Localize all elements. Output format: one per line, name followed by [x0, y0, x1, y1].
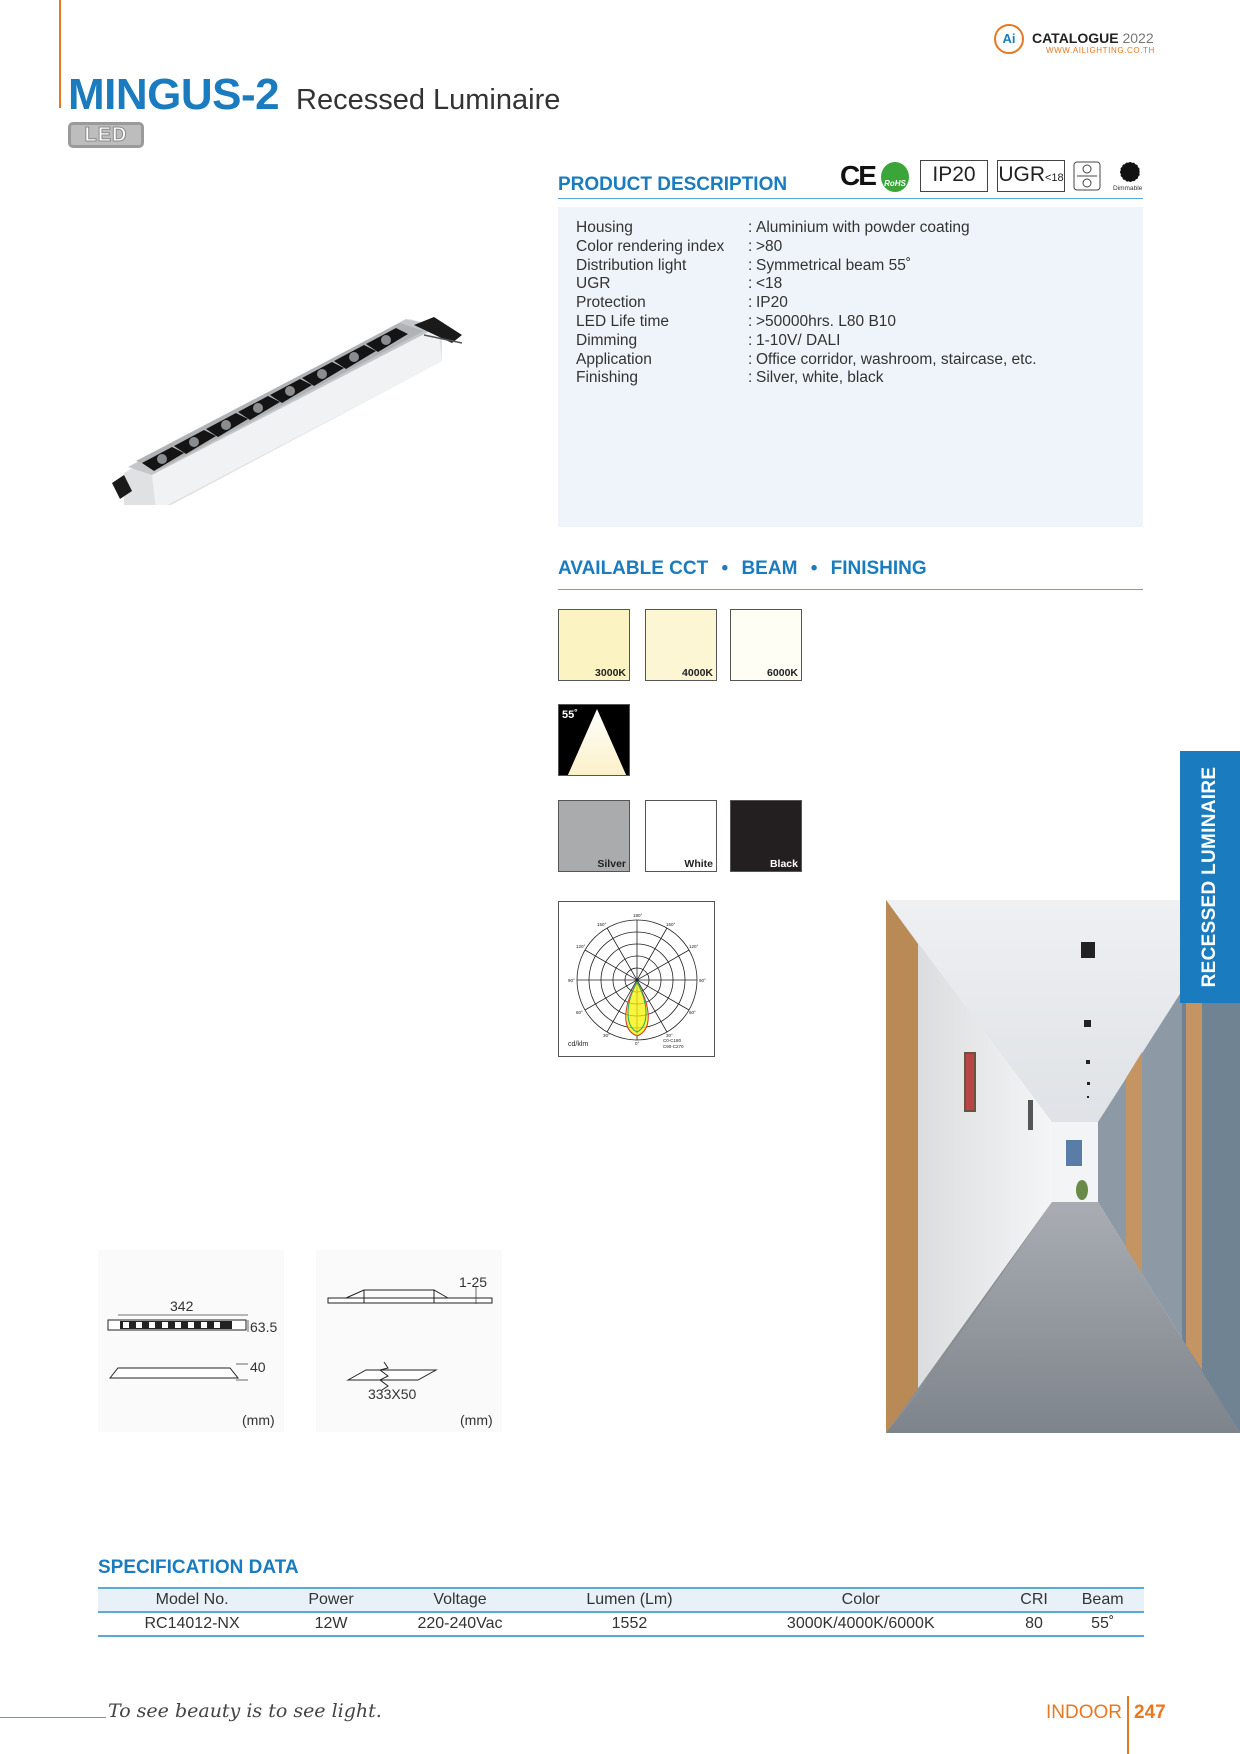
description-separator: :: [748, 312, 753, 330]
dim-height: 40: [250, 1359, 266, 1375]
footer-tagline: To see beauty is to see light.: [108, 1700, 382, 1722]
description-value: Office corridor, washroom, staircase, etc.: [756, 350, 1037, 368]
description-table: [576, 219, 1037, 388]
description-row: [576, 369, 1037, 388]
description-value: Aluminium with powder coating: [756, 219, 970, 236]
finish-swatch: [558, 800, 630, 872]
footer-page-divider: [1127, 1696, 1129, 1754]
polar-angle-label: 180°: [633, 913, 643, 918]
description-row: [576, 313, 1037, 332]
polar-angle-label: 120°: [576, 944, 586, 949]
description-row: [576, 219, 1037, 238]
cct-swatch: [645, 609, 717, 681]
spec-cell-lumen: 1552: [611, 1615, 648, 1632]
description-value: >50000hrs. L80 B10: [756, 312, 897, 330]
catalogue-year: 2022: [1122, 30, 1154, 46]
spec-cell-power: 12W: [314, 1615, 348, 1632]
description-label: Color rendering index: [576, 237, 725, 255]
spec-cell-model: RC14012-NX: [144, 1615, 240, 1632]
dimension-drawing-front: [98, 1250, 284, 1432]
bullet-separator: •: [721, 558, 729, 579]
description-value: Silver, white, black: [756, 369, 884, 387]
catalogue-url[interactable]: WWW.AILIGHTING.CO.TH: [1046, 46, 1155, 55]
description-value: <18: [756, 275, 783, 293]
spec-cell-voltage: 220-240Vac: [417, 1615, 503, 1632]
available-cct-label: AVAILABLE CCT: [558, 558, 709, 579]
polar-legend-c0: C0-C180: [663, 1038, 682, 1043]
cct-swatch: [730, 609, 802, 681]
dim-width: 63.5: [250, 1319, 278, 1335]
polar-angle-label: 120°: [689, 944, 699, 949]
ip20-badge: IP20: [920, 160, 988, 192]
polar-unit: cd/klm: [568, 1041, 589, 1048]
product-name: MINGUS-2: [68, 70, 280, 119]
cct-swatch-label: 4000K: [682, 667, 713, 679]
polar-angle-label: 30°: [666, 1033, 673, 1038]
spec-col-color: Color: [841, 1591, 880, 1608]
polar-legend-c90: C90-C270: [663, 1044, 684, 1049]
description-label: Protection: [576, 294, 646, 312]
description-row: [576, 238, 1037, 257]
description-row: [576, 351, 1037, 370]
description-label: Dimming: [576, 331, 638, 349]
description-separator: :: [748, 331, 753, 349]
description-label: Housing: [576, 219, 633, 236]
description-label: LED Life time: [576, 312, 670, 330]
description-value: Symmetrical beam 55˚: [756, 256, 912, 274]
polar-angle-label: 60°: [576, 1010, 583, 1015]
finish-swatch: [730, 800, 802, 872]
finish-swatch-label: Silver: [597, 858, 626, 870]
spec-header-row: [98, 1588, 1144, 1612]
polar-angle-label: 150°: [597, 922, 607, 927]
catalogue-title-text: CATALOGUE: [1032, 30, 1119, 46]
beam-swatch: [558, 704, 630, 776]
ce-icon: CE: [840, 160, 875, 191]
spec-col-cri: CRI: [1020, 1591, 1048, 1608]
spec-table: [98, 1587, 1144, 1637]
available-finishing-label: FINISHING: [830, 558, 927, 579]
polar-angle-label: 60°: [689, 1010, 696, 1015]
category-side-tab[interactable]: [1180, 751, 1240, 1003]
description-value: 1-10V/ DALI: [756, 331, 841, 349]
polar-angle-label: 90°: [699, 978, 706, 983]
polar-angle-label: 30°: [603, 1033, 610, 1038]
spec-col-voltage: Voltage: [433, 1591, 487, 1608]
dim-length: 342: [170, 1298, 194, 1314]
spec-cell-cri: 80: [1025, 1615, 1043, 1632]
description-separator: :: [748, 237, 753, 255]
description-separator: :: [748, 256, 753, 274]
available-rule: [558, 589, 1143, 590]
spec-col-lumen: Lumen (Lm): [586, 1591, 673, 1608]
description-separator: :: [748, 275, 753, 293]
dim-unit: (mm): [460, 1412, 493, 1428]
catalogue-logo: Ai: [994, 24, 1024, 54]
dimension-drawing-install: [316, 1250, 502, 1432]
description-row: [576, 294, 1037, 313]
description-label: Distribution light: [576, 256, 687, 274]
description-label: Finishing: [576, 369, 639, 387]
dimmable-icon: [1115, 161, 1145, 183]
cct-swatch-label: 6000K: [767, 667, 798, 679]
available-heading: [558, 558, 927, 580]
finish-swatch-label: White: [684, 858, 713, 870]
description-separator: :: [748, 294, 753, 312]
footer-accent-line: [0, 1717, 106, 1718]
description-separator: :: [748, 369, 753, 387]
ugr-value: <18: [1045, 172, 1064, 184]
polar-angle-label: 150°: [666, 922, 676, 927]
spec-col-power: Power: [308, 1591, 354, 1608]
cct-swatch: [558, 609, 630, 681]
description-label: Application: [576, 350, 652, 368]
polar-plot: [559, 902, 714, 1056]
cct-swatch-label: 3000K: [595, 667, 626, 679]
description-value: >80: [756, 237, 783, 255]
page-number: 247: [1134, 1702, 1166, 1723]
dimmable-label: Dimmable: [1113, 185, 1143, 192]
description-label: UGR: [576, 275, 611, 293]
ugr-label: UGR: [998, 163, 1045, 186]
description-row: [576, 332, 1037, 351]
product-type: Recessed Luminaire: [296, 84, 561, 116]
rohs-icon: RoHS: [881, 162, 909, 192]
spec-col-beam: Beam: [1081, 1591, 1124, 1608]
dim-cutout: 333X50: [368, 1386, 417, 1402]
description-separator: :: [748, 219, 753, 236]
polar-angle-label: 90°: [568, 978, 575, 983]
spec-cell-beam: 55˚: [1091, 1615, 1115, 1632]
table-row: [98, 1612, 1144, 1636]
polar-angle-label: 0°: [635, 1041, 640, 1046]
description-value: IP20: [756, 294, 788, 312]
description-rule: [558, 198, 1143, 199]
header-accent-line: [59, 0, 61, 108]
beam-angle-label: 55˚: [562, 709, 578, 721]
spec-col-model: Model No.: [155, 1591, 229, 1608]
category-side-tab-label: RECESSED LUMINAIRE: [1199, 766, 1220, 988]
dim-unit: (mm): [242, 1412, 275, 1428]
product-description-heading: PRODUCT DESCRIPTION: [558, 174, 788, 195]
description-row: [576, 275, 1037, 294]
bullet-separator: •: [810, 558, 818, 579]
led-badge: LED: [68, 122, 144, 148]
catalogue-title: [1032, 30, 1154, 46]
spec-heading: SPECIFICATION DATA: [98, 1557, 299, 1578]
available-beam-label: BEAM: [741, 558, 798, 579]
spec-cell-color: 3000K/4000K/6000K: [786, 1615, 935, 1632]
description-row: [576, 257, 1037, 276]
dimension-drawing-front-svg: [98, 1250, 284, 1432]
description-separator: :: [748, 350, 753, 368]
driver-compat-icon: [1073, 161, 1101, 191]
ugr-badge: [997, 160, 1065, 192]
polar-diagram: [558, 901, 715, 1057]
dim-ceiling-thickness: 1-25: [459, 1274, 488, 1290]
product-photo: [112, 315, 474, 505]
finish-swatch-label: Black: [769, 858, 798, 870]
finish-swatch: [645, 800, 717, 872]
footer-section: INDOOR: [1046, 1702, 1122, 1723]
